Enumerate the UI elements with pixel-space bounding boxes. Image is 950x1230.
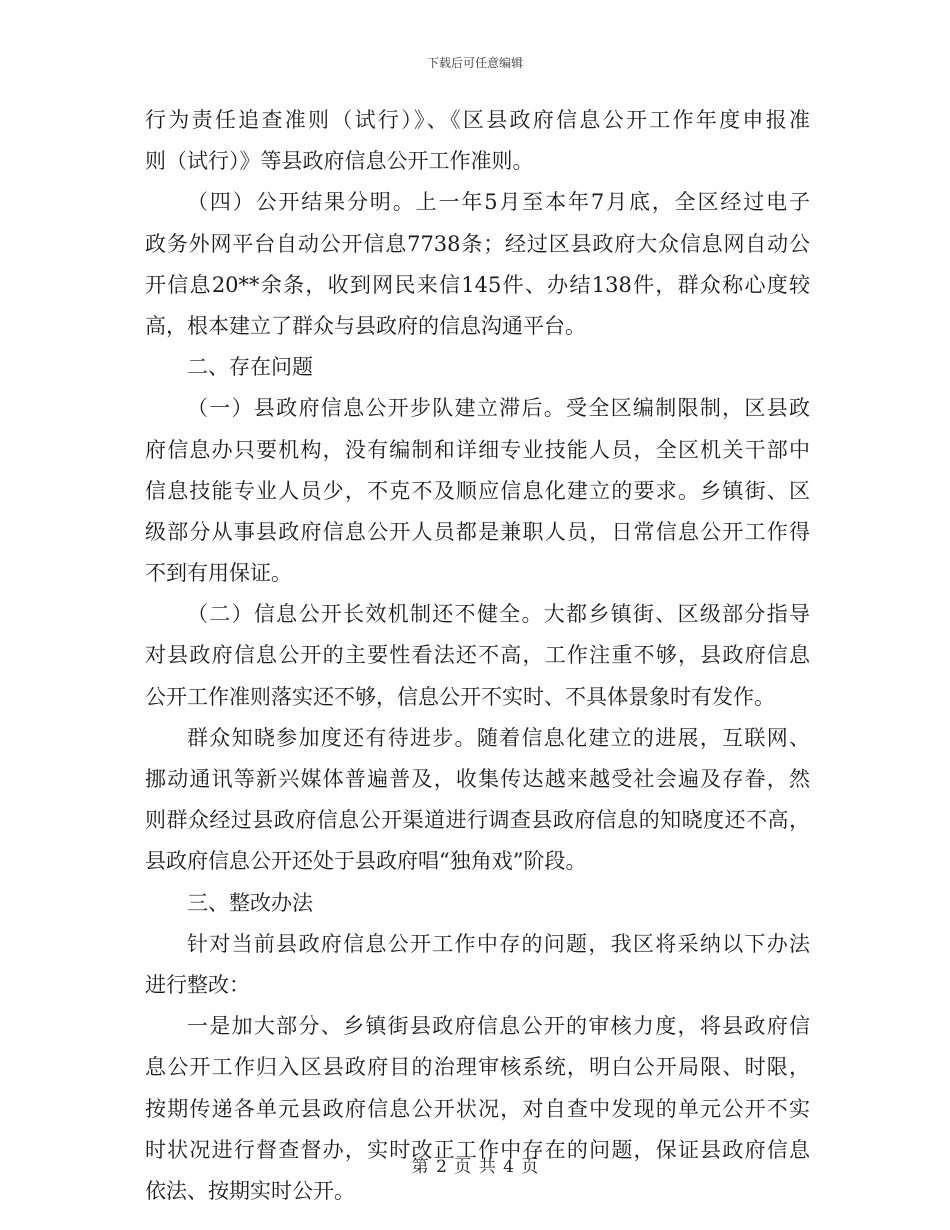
text-line: 三、整改办法 [187, 890, 313, 915]
text-line: （四）公开结果分明。上一年5月至本年7月底，全区经过电子 [187, 190, 810, 215]
text-line: 政务外网平台自动公开信息7738条；经过区县政府大众信息网自动公 [145, 231, 810, 256]
text-line: 一是加大部分、乡镇街县政府信息公开的审核力度，将县政府信 [187, 1014, 810, 1039]
text-line: 群众知晓参加度还有待进步。随着信息化建立的进展，互联网、 [187, 725, 810, 750]
text-line: 县政府信息公开还处于县政府唱“独角戏”阶段。 [145, 849, 587, 874]
text-line: 依法、按期实时公开。 [145, 1178, 355, 1203]
text-line: 级部分从事县政府信息公开人员都是兼职人员，日常信息公开工作得 [145, 519, 810, 544]
text-line: 公开工作准则落实还不够，信息公开不实时、不具体景象时有发作。 [145, 684, 775, 709]
text-line: 针对当前县政府信息公开工作中存的问题，我区将采纳以下办法 [187, 931, 810, 956]
text-line: 进行整改： [145, 972, 250, 997]
text-line: 不到有用保证。 [145, 561, 292, 586]
text-line: 挪动通讯等新兴媒体普遍普及，收集传达越来越受社会遍及存眷，然 [145, 767, 810, 791]
document-body [145, 100, 810, 1212]
text-line: 开信息20**余条，收到网民来信145件、办结138件，群众称心度较 [145, 272, 810, 297]
text-line: 二、存在问题 [187, 355, 313, 380]
text-line: （一）县政府信息公开步队建立滞后。受全区编制限制，区县政 [187, 396, 810, 421]
text-line: 则群众经过县政府信息公开渠道进行调查县政府信息的知晓度还不高， [145, 808, 810, 833]
text-line: 高，根本建立了群众与县政府的信息沟通平台。 [145, 313, 586, 338]
text-line: 按期传递各单元县政府信息公开状况，对自查中发现的单元公开不实 [145, 1096, 810, 1121]
text-line: 息公开工作归入区县政府目的治理审核系统，明白公开局限、时限， [145, 1055, 810, 1080]
text-line: 行为责任追查准则（试行）》、《区县政府信息公开工作年度申报准 [145, 108, 810, 132]
text-line: （二）信息公开长效机制还不健全。大都乡镇街、区级部分指导 [187, 602, 810, 627]
text-line: 对县政府信息公开的主要性看法还不高，工作注重不够，县政府信息 [145, 643, 810, 668]
text-line: 则（试行）》等县政府信息公开工作准则。 [145, 149, 534, 174]
text-line: 信息技能专业人员少，不克不及顺应信息化建立的要求。乡镇街、区 [145, 478, 810, 503]
page-number: 第 2 页 共 4 页 [411, 1157, 539, 1177]
page-header: 下载后可任意编辑 [426, 56, 523, 70]
text-line: 时状况进行督查督办，实时改正工作中存在的问题，保证县政府信息 [145, 1137, 810, 1162]
text-line: 府信息办只要机构，没有编制和详细专业技能人员，全区机关干部中 [145, 437, 810, 462]
